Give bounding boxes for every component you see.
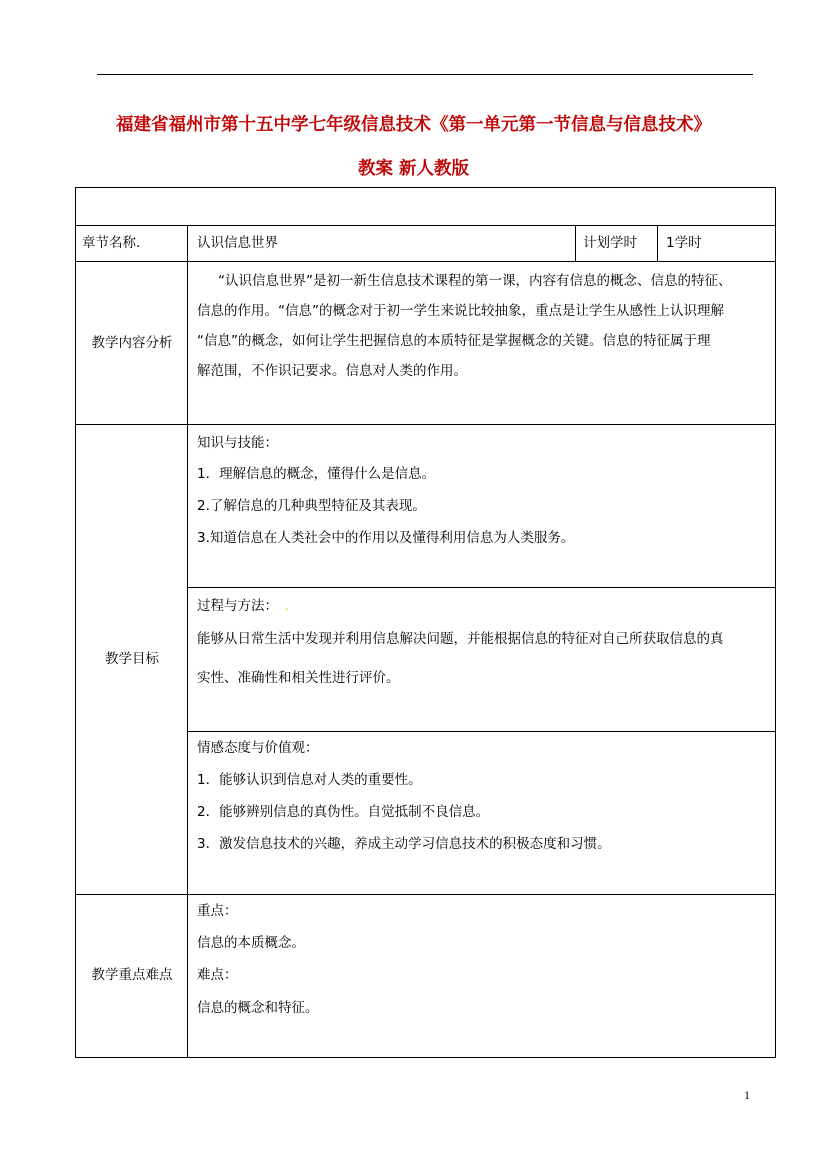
goals-label: 教学目标 xyxy=(105,651,159,668)
goals-label-cell xyxy=(75,424,188,895)
knowledge-item: 2.了解信息的几种典型特征及其表现。 xyxy=(197,498,426,514)
hours-value-cell xyxy=(657,225,776,262)
emotion-heading: 情感态度与价值观： xyxy=(197,740,319,756)
keypoints-label: 教学重点难点 xyxy=(91,967,173,984)
analysis-label-cell xyxy=(75,261,188,425)
emotion-cell xyxy=(187,731,776,895)
mark-dot-icon: . xyxy=(285,599,289,613)
analysis-line: “信息”的概念，如何让学生把握信息的本质特征是掌握概念的关键。信息的特征属于理 xyxy=(197,333,711,349)
process-line: 能够从日常生活中发现并利用信息解决问题，并能根据信息的特征对自己所获取信息的真 xyxy=(197,631,724,647)
hours-label-cell xyxy=(575,225,658,262)
key-heading: 重点： xyxy=(197,903,238,919)
key-text: 信息的本质概念。 xyxy=(197,935,305,951)
document-subtitle: 教案 新人教版 xyxy=(357,159,470,179)
chapter-label: 章节名称. xyxy=(82,235,141,251)
hours-label: 计划学时 xyxy=(583,235,637,251)
document-title: 福建省福州市第十五中学七年级信息技术《第一单元第一节信息与信息技术》 xyxy=(116,115,711,135)
knowledge-heading: 知识与技能： xyxy=(197,435,278,451)
difficulty-text: 信息的概念和特征。 xyxy=(197,1000,319,1016)
emotion-item: 2．能够辨别信息的真伪性。自觉抵制不良信息。 xyxy=(197,804,490,820)
header-rule xyxy=(97,74,753,75)
analysis-line: “认识信息世界”是初一新生信息技术课程的第一课，内容有信息的概念、信息的特征、 xyxy=(218,273,732,289)
analysis-line: 信息的作用。“信息”的概念对于初一学生来说比较抽象，重点是让学生从感性上认识理解 xyxy=(197,303,724,319)
hours-value: 1学时 xyxy=(666,235,702,251)
difficulty-heading: 难点： xyxy=(197,967,238,983)
chapter-value: 认识信息世界 xyxy=(197,235,278,251)
analysis-line: 解范围，不作识记要求。信息对人类的作用。 xyxy=(197,363,467,379)
process-line: 实性、准确性和相关性进行评价。 xyxy=(197,670,400,686)
emotion-item: 1．能够认识到信息对人类的重要性。 xyxy=(197,772,422,788)
page-number: 1 xyxy=(744,1088,750,1102)
analysis-label: 教学内容分析 xyxy=(91,334,173,351)
keypoints-label-cell xyxy=(75,894,188,1058)
knowledge-item: 1．理解信息的概念，懂得什么是信息。 xyxy=(197,466,436,482)
chapter-label-cell xyxy=(75,225,188,262)
table-blank-row xyxy=(75,187,776,225)
process-cell xyxy=(187,587,776,732)
knowledge-cell xyxy=(187,424,776,588)
chapter-value-cell xyxy=(187,225,576,262)
analysis-content-cell xyxy=(187,261,776,425)
emotion-item: 3．激发信息技术的兴趣，养成主动学习信息技术的积极态度和习惯。 xyxy=(197,836,611,852)
knowledge-item: 3.知道信息在人类社会中的作用以及懂得利用信息为人类服务。 xyxy=(197,530,575,546)
keypoints-cell xyxy=(187,894,776,1058)
process-heading: 过程与方法： xyxy=(197,598,278,614)
